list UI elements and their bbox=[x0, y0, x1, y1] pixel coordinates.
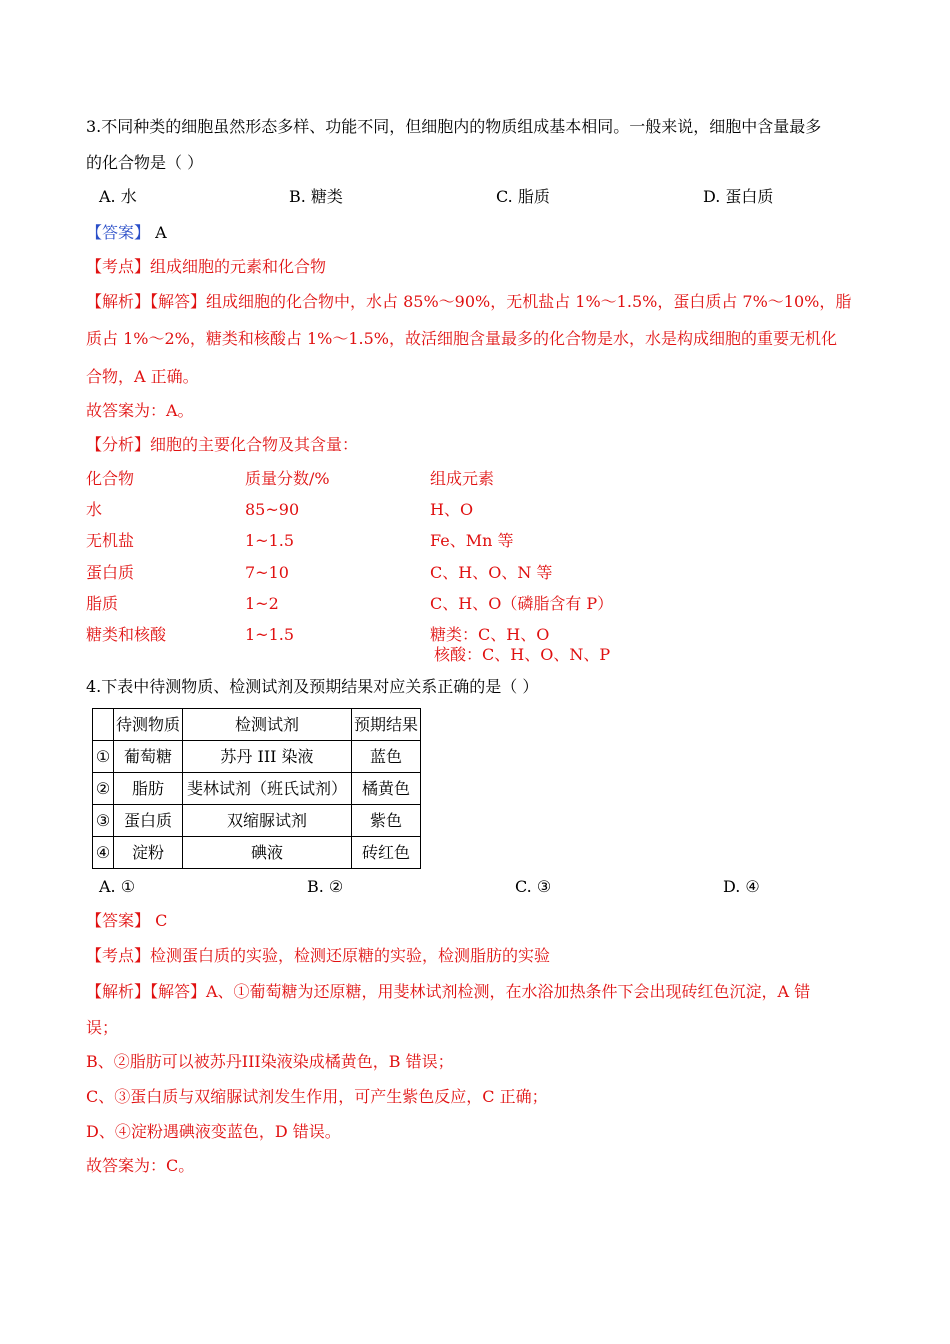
q4-analysis-b: B、②脂肪可以被苏丹III染液染成橘黄色，B 错误； bbox=[86, 1052, 454, 1071]
table-cell: 紫色 bbox=[352, 805, 421, 837]
table-row bbox=[93, 837, 421, 869]
comp-row-fraction: 1~1.5 bbox=[245, 531, 295, 550]
q4-answer-value: C bbox=[155, 911, 168, 930]
table-row bbox=[93, 773, 421, 805]
comp-row-fraction: 1~1.5 bbox=[245, 625, 295, 644]
q3-answer bbox=[86, 222, 167, 244]
q3-answer-value: A bbox=[155, 223, 167, 242]
q4-analysis-line1: 【解析】【解答】A、①葡萄糖为还原糖，用斐林试剂检测，在水浴加热条件下会出现砖红色沉淀，A 错 bbox=[86, 982, 811, 1001]
q4-analysis-d: D、④淀粉遇碘液变蓝色，D 错误。 bbox=[86, 1122, 341, 1141]
table-cell: 苏丹 III 染液 bbox=[183, 741, 352, 773]
q3-point: 【考点】组成细胞的元素和化合物 bbox=[86, 257, 327, 276]
table-header-cell: 检测试剂 bbox=[183, 709, 352, 741]
table-header-cell bbox=[93, 709, 114, 741]
comp-row-name: 糖类和核酸 bbox=[86, 625, 167, 644]
comp-header-fraction: 质量分数/% bbox=[245, 469, 330, 488]
q3-analysis-line1: 【解析】【解答】组成细胞的化合物中，水占 85%～90%，无机盐占 1%～1.5%，蛋白质占 7%～10%，脂 bbox=[86, 292, 852, 311]
table-header-cell: 预期结果 bbox=[352, 709, 421, 741]
comp-row-name: 蛋白质 bbox=[86, 563, 135, 582]
table-cell: 蓝色 bbox=[352, 741, 421, 773]
comp-row-fraction: 1~2 bbox=[245, 594, 279, 613]
comp-row-fraction: 7~10 bbox=[245, 563, 289, 582]
table-row bbox=[93, 741, 421, 773]
table-cell: ④ bbox=[93, 837, 114, 869]
q3-fenxi: 【分析】细胞的主要化合物及其含量： bbox=[86, 435, 359, 454]
table-cell: 橘黄色 bbox=[352, 773, 421, 805]
q3-analysis-line3: 合物，A 正确。 bbox=[86, 367, 199, 386]
table-cell: 斐林试剂（班氏试剂） bbox=[183, 773, 352, 805]
q3-option-a: A. 水 bbox=[99, 187, 137, 206]
q3-stem-line2: 的化合物是（ ） bbox=[86, 153, 204, 172]
table-cell: 脂肪 bbox=[114, 773, 183, 805]
comp-row-name: 无机盐 bbox=[86, 531, 135, 550]
q4-answer bbox=[86, 910, 167, 932]
q4-option-d: D. ④ bbox=[723, 877, 760, 896]
table-header-cell: 待测物质 bbox=[114, 709, 183, 741]
comp-row-elements: Fe、Mn 等 bbox=[430, 531, 514, 550]
table-cell: 砖红色 bbox=[352, 837, 421, 869]
q3-stem-line1: 3.不同种类的细胞虽然形态多样、功能不同，但细胞内的物质组成基本相同。一般来说，细胞中含量最多 bbox=[86, 117, 822, 136]
q3-option-d: D. 蛋白质 bbox=[703, 187, 774, 206]
table-cell: 双缩脲试剂 bbox=[183, 805, 352, 837]
comp-row-elements: C、H、O（磷脂含有 P） bbox=[430, 594, 614, 613]
comp-row-elements-extra: 核酸：C、H、O、N、P bbox=[434, 645, 611, 664]
table-cell: 碘液 bbox=[183, 837, 352, 869]
q4-option-b: B. ② bbox=[307, 877, 344, 896]
comp-row-fraction: 85~90 bbox=[245, 500, 300, 519]
q3-option-b: B. 糖类 bbox=[289, 187, 343, 206]
q3-option-c: C. 脂质 bbox=[496, 187, 550, 206]
table-cell: ① bbox=[93, 741, 114, 773]
q3-analysis-line2: 质占 1%～2%，糖类和核酸占 1%～1.5%，故活细胞含量最多的化合物是水，水是构成细胞的重要无机化 bbox=[86, 329, 837, 348]
table-header-row bbox=[93, 709, 421, 741]
table-row bbox=[93, 805, 421, 837]
comp-header-compound: 化合物 bbox=[86, 469, 135, 488]
table-cell: 葡萄糖 bbox=[114, 741, 183, 773]
comp-row-elements: H、O bbox=[430, 500, 474, 519]
comp-row-name: 脂质 bbox=[86, 594, 119, 613]
q4-analysis-line2: 误； bbox=[86, 1018, 119, 1037]
q4-final-answer: 故答案为：C。 bbox=[86, 1156, 195, 1175]
q3-answer-label: 【答案】 bbox=[86, 223, 151, 242]
q3-final-answer: 故答案为：A。 bbox=[86, 401, 194, 420]
comp-header-elements: 组成元素 bbox=[430, 469, 495, 488]
q4-stem: 4.下表中待测物质、检测试剂及预期结果对应关系正确的是（ ） bbox=[86, 677, 539, 696]
q4-analysis-c: C、③蛋白质与双缩脲试剂发生作用，可产生紫色反应，C 正确； bbox=[86, 1087, 548, 1106]
q4-option-c: C. ③ bbox=[515, 877, 552, 896]
table-cell: 淀粉 bbox=[114, 837, 183, 869]
comp-row-elements: C、H、O、N 等 bbox=[430, 563, 553, 582]
comp-row-name: 水 bbox=[86, 500, 103, 519]
table-cell: ② bbox=[93, 773, 114, 805]
q4-option-a: A. ① bbox=[99, 877, 136, 896]
q4-answer-label: 【答案】 bbox=[86, 911, 151, 930]
comp-row-elements: 糖类：C、H、O bbox=[430, 625, 550, 644]
q4-point: 【考点】检测蛋白质的实验，检测还原糖的实验，检测脂肪的实验 bbox=[86, 946, 551, 965]
q4-table bbox=[92, 708, 421, 869]
table-cell: ③ bbox=[93, 805, 114, 837]
table-cell: 蛋白质 bbox=[114, 805, 183, 837]
